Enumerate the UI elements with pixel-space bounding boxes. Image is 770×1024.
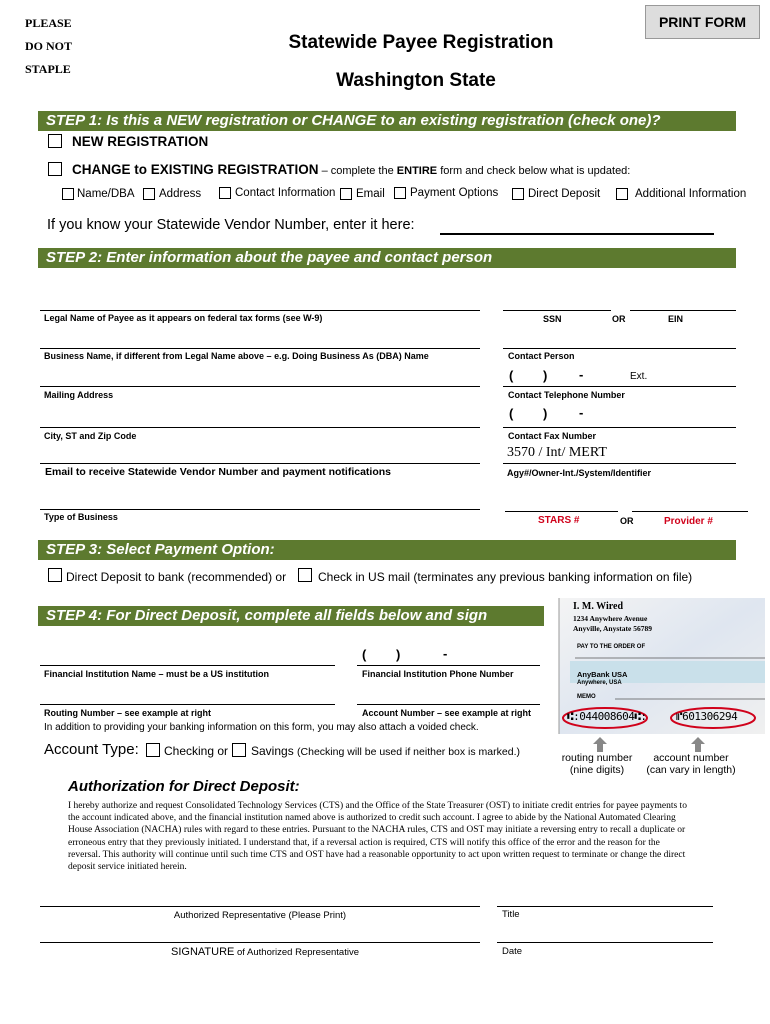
authorization-heading: Authorization for Direct Deposit: bbox=[68, 778, 300, 795]
change-registration-row bbox=[72, 162, 630, 177]
option-address-checkbox[interactable] bbox=[143, 188, 155, 200]
fin-phone-label: Financial Institution Phone Number bbox=[362, 669, 514, 679]
check-pay-to: PAY TO THE ORDER OF bbox=[577, 644, 646, 650]
date-field[interactable] bbox=[497, 942, 713, 943]
vendor-number-prompt: If you know your Statewide Vendor Number, enter it here: bbox=[47, 217, 415, 233]
contact-person-label: Contact Person bbox=[508, 351, 575, 361]
option-direct-deposit-label: Direct Deposit bbox=[528, 188, 601, 200]
savings-note: (Checking will be used if neither box is marked.) bbox=[297, 746, 520, 758]
business-name-field[interactable] bbox=[40, 348, 480, 349]
check-payer-addr2: Anyville, Anystate 56789 bbox=[573, 624, 652, 633]
city-state-zip-label: City, ST and Zip Code bbox=[44, 431, 137, 441]
fin-phone-paren-close: ) bbox=[396, 647, 401, 662]
signature-row bbox=[40, 946, 490, 958]
fax-dash: - bbox=[579, 405, 584, 420]
routing-field[interactable] bbox=[40, 704, 335, 705]
account-field[interactable] bbox=[357, 704, 540, 705]
voided-check-note: In addition to providing your banking information on this form, you may also attach a voided check. bbox=[44, 722, 479, 733]
phone-dash: - bbox=[579, 367, 584, 382]
checking-checkbox[interactable] bbox=[146, 743, 160, 757]
fin-phone-paren-open: ( bbox=[362, 647, 367, 662]
contact-fax-field[interactable] bbox=[503, 427, 736, 428]
rep-print-field[interactable] bbox=[40, 906, 480, 907]
option-email-label: Email bbox=[356, 188, 385, 200]
fin-name-label: Financial Institution Name – must be a US institution bbox=[44, 669, 270, 679]
mailing-address-label: Mailing Address bbox=[44, 390, 114, 400]
form-subtitle: Washington State bbox=[336, 70, 496, 91]
staple-text: STAPLE bbox=[25, 62, 71, 76]
fax-paren-close: ) bbox=[543, 406, 548, 421]
account-type-label: Account Type: bbox=[44, 741, 139, 758]
direct-deposit-checkbox[interactable] bbox=[48, 568, 62, 582]
contact-phone-field[interactable] bbox=[503, 386, 736, 387]
check-account-digits: ⑈601306294 bbox=[676, 710, 738, 723]
check-bank-name: AnyBank USA bbox=[577, 670, 628, 679]
option-email-checkbox[interactable] bbox=[340, 188, 352, 200]
check-memo: MEMO bbox=[577, 694, 596, 700]
fin-phone-dash: - bbox=[443, 646, 448, 661]
new-registration-label: NEW REGISTRATION bbox=[72, 134, 209, 149]
do-not-text: DO NOT bbox=[25, 39, 73, 53]
ein-field[interactable] bbox=[630, 310, 736, 311]
fin-phone-field[interactable] bbox=[357, 665, 540, 666]
check-payer-addr1: 1234 Anywhere Avenue bbox=[573, 614, 648, 623]
change-registration-label: CHANGE to EXISTING REGISTRATION bbox=[72, 162, 319, 177]
routing-label: Routing Number – see example at right bbox=[44, 708, 212, 718]
stars-label: STARS # bbox=[538, 515, 580, 526]
routing-caption-2: (nine digits) bbox=[569, 764, 625, 776]
check-bank-city: Anywhere, USA bbox=[577, 680, 622, 686]
account-arrow-icon bbox=[683, 737, 713, 753]
email-label: Email to receive Statewide Vendor Number and payment notifications bbox=[45, 466, 392, 478]
authorization-body: I hereby authorize and request Consolidated Technology Services (CTS) and the Office of the State Treasurer (OST) to initiate credit entries for payee payments to the account indicated above, and the financial institution named above is authorized to credit such account. I agree to abide by the National Automated Clearing House Association (NACHA) rules with regard to these entries. Pursuant to the NACHA rules, CTS and OST may initiate a reversing entry to recall a duplicate or erroneous entry that they previously initiated. I understand that, if a reversal action is required, CTS will notify this office of the error and the reason for the reversal. This authority will continue until such time CTS and OST have had a reasonable opportunity to act upon written request to terminate or change the direct deposit service initiated herein. bbox=[68, 801, 687, 873]
signature-label: SIGNATURE bbox=[171, 946, 235, 958]
type-of-business-field[interactable] bbox=[40, 509, 480, 510]
email-field[interactable] bbox=[40, 463, 480, 464]
sample-check-image bbox=[555, 596, 765, 736]
fax-paren-open: ( bbox=[509, 406, 514, 421]
mailing-address-field[interactable] bbox=[40, 386, 480, 387]
title-label: Title bbox=[502, 909, 520, 920]
agy-field[interactable] bbox=[503, 463, 736, 464]
step1-heading: STEP 1: Is this a NEW registration or CHANGE to an existing registration (check one)? bbox=[38, 111, 736, 131]
contact-person-field[interactable] bbox=[503, 348, 736, 349]
legal-name-label: Legal Name of Payee as it appears on federal tax forms (see W-9) bbox=[44, 313, 323, 323]
option-name-dba-label: Name/DBA bbox=[77, 188, 135, 200]
check-routing-digits: ⑆:044008604⑆: bbox=[567, 710, 647, 723]
business-name-label: Business Name, if different from Legal Name above – e.g. Doing Business As (DBA) Name bbox=[44, 351, 429, 361]
option-address-label: Address bbox=[159, 188, 202, 200]
form-title: Statewide Payee Registration bbox=[288, 32, 554, 53]
option-name-dba-checkbox[interactable] bbox=[62, 188, 74, 200]
option-contact-info-label: Contact Information bbox=[235, 187, 336, 199]
ssn-label: SSN bbox=[543, 314, 562, 324]
vendor-number-field[interactable] bbox=[440, 233, 714, 235]
agy-label: Agy#/Owner-Int./System/Identifier bbox=[507, 468, 652, 478]
print-form-button[interactable]: PRINT FORM bbox=[645, 5, 760, 39]
option-direct-deposit-checkbox[interactable] bbox=[512, 188, 524, 200]
checking-label: Checking or bbox=[164, 744, 229, 758]
phone-paren-close: ) bbox=[543, 368, 548, 383]
change-registration-checkbox[interactable] bbox=[48, 162, 62, 176]
rep-print-label: Authorized Representative (Please Print) bbox=[173, 910, 347, 921]
fin-name-field[interactable] bbox=[40, 665, 335, 666]
agy-value[interactable]: 3570 / Int/ MERT bbox=[507, 445, 607, 460]
account-caption-2: (can vary in length) bbox=[646, 764, 736, 776]
legal-name-field[interactable] bbox=[40, 310, 480, 311]
ein-label: EIN bbox=[668, 314, 684, 324]
date-label: Date bbox=[502, 946, 523, 957]
step2-heading: STEP 2: Enter information about the payee and contact person bbox=[38, 248, 736, 268]
option-payment-options-checkbox[interactable] bbox=[394, 187, 406, 199]
or-label: OR bbox=[612, 314, 626, 324]
new-registration-checkbox[interactable] bbox=[48, 134, 62, 148]
stars-field[interactable] bbox=[505, 511, 618, 512]
account-caption-1: account number bbox=[653, 752, 729, 764]
provider-label: Provider # bbox=[664, 516, 713, 527]
phone-paren-open: ( bbox=[509, 368, 514, 383]
contact-fax-label: Contact Fax Number bbox=[508, 431, 597, 441]
step3-heading: STEP 3: Select Payment Option: bbox=[38, 540, 736, 560]
change-desc-suffix: form and check below what is updated: bbox=[437, 165, 631, 177]
please-text: PLEASE bbox=[25, 16, 72, 30]
change-desc-prefix: – complete the bbox=[318, 165, 397, 177]
contact-phone-label: Contact Telephone Number bbox=[508, 390, 625, 400]
city-state-zip-field[interactable] bbox=[40, 427, 480, 428]
signature-field[interactable] bbox=[40, 942, 480, 943]
option-contact-info-checkbox[interactable] bbox=[219, 187, 231, 199]
check-payer-name: I. M. Wired bbox=[573, 601, 624, 612]
signature-suffix: of Authorized Representative bbox=[234, 947, 359, 958]
savings-label: Savings bbox=[251, 744, 294, 758]
option-additional-info-checkbox[interactable] bbox=[616, 188, 628, 200]
check-mail-label: Check in US mail (terminates any previous banking information on file) bbox=[318, 570, 693, 584]
ssn-field[interactable] bbox=[503, 310, 611, 311]
routing-arrow-icon bbox=[585, 737, 615, 753]
or2-label: OR bbox=[620, 516, 634, 526]
provider-field[interactable] bbox=[632, 511, 748, 512]
change-desc-entire: ENTIRE bbox=[396, 165, 438, 177]
savings-checkbox[interactable] bbox=[232, 743, 246, 757]
type-of-business-label: Type of Business bbox=[44, 512, 118, 522]
option-additional-info-label: Additional Information bbox=[635, 188, 747, 200]
title-field[interactable] bbox=[497, 906, 713, 907]
option-payment-options-label: Payment Options bbox=[410, 187, 499, 199]
routing-caption-1: routing number bbox=[561, 752, 633, 764]
check-mail-checkbox[interactable] bbox=[298, 568, 312, 582]
direct-deposit-label: Direct Deposit to bank (recommended) or bbox=[66, 570, 287, 584]
savings-row bbox=[251, 744, 520, 758]
step4-heading: STEP 4: For Direct Deposit, complete all fields below and sign bbox=[38, 606, 544, 626]
account-label: Account Number – see example at right bbox=[362, 708, 532, 718]
ext-label: Ext. bbox=[630, 371, 648, 382]
